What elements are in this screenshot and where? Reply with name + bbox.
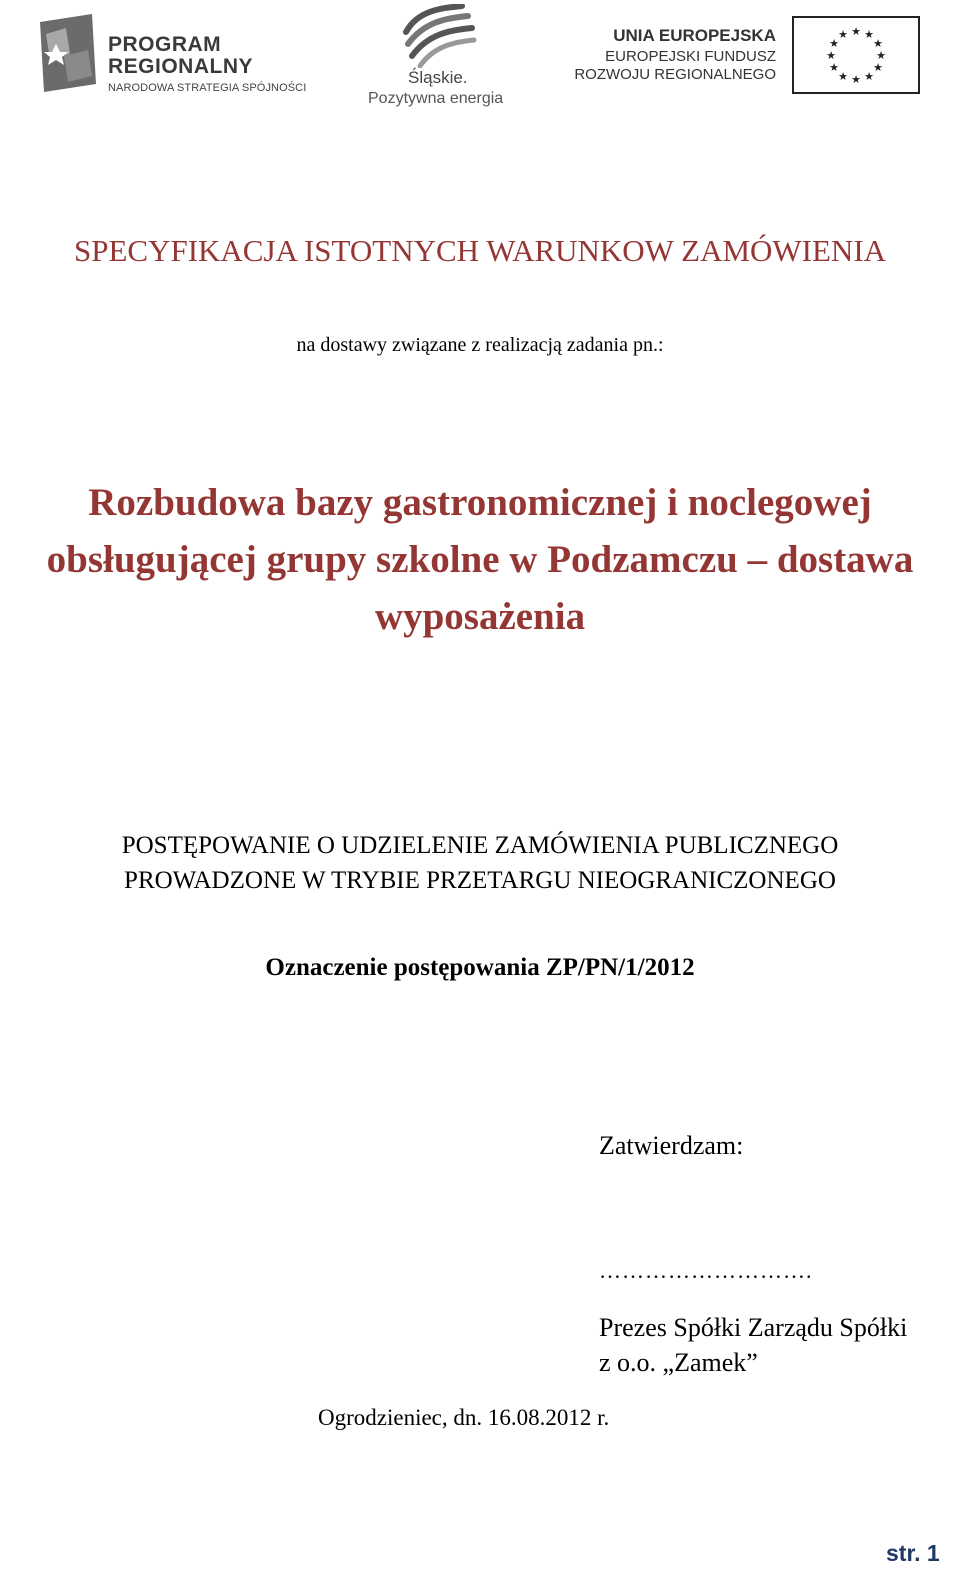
signatory [599, 1310, 954, 1380]
procedure-type [0, 828, 960, 898]
program-regionalny-line2: REGIONALNY [108, 55, 254, 78]
project-title-line: Rozbudowa bazy gastronomicznej i noclegowej [88, 481, 872, 524]
slaskie-tagline: Pozytywna energia [368, 90, 504, 107]
document-title: SPECYFIKACJA ISTOTNYCH WARUNKOW ZAMÓWIENIA [73, 233, 887, 268]
svg-text:★: ★ [851, 73, 861, 86]
ue-line3: ROZWOJU REGIONALNEGO [574, 66, 776, 83]
project-title-line: obsługującej grupy szkolne w Podzamczu – dostawa [46, 538, 914, 581]
signatory-line: Prezes Spółki Zarządu Spółki [599, 1313, 908, 1342]
program-regionalny-line3: NARODOWA STRATEGIA SPÓJNOŚCI [108, 82, 307, 94]
svg-text:★: ★ [864, 70, 874, 83]
program-regionalny-mark-icon [36, 14, 98, 92]
program-regionalny-line1: PROGRAM [108, 33, 222, 56]
document-subtitle: na dostawy związane z realizacją zadania pn.: [296, 334, 664, 356]
page-number: str. 1 [886, 1540, 940, 1566]
project-title [0, 474, 960, 645]
slaskie-wave-icon [398, 4, 478, 68]
procedure-line: PROWADZONE W TRYBIE PRZETARGU NIEOGRANICZONEGO [124, 867, 836, 894]
project-title-line: wyposażenia [374, 595, 586, 638]
procedure-reference: Oznaczenie postępowania ZP/PN/1/2012 [265, 954, 695, 981]
svg-text:★: ★ [838, 70, 848, 83]
approval-label: Zatwierdzam: [599, 1131, 744, 1160]
svg-text:★: ★ [873, 37, 883, 50]
place-date: Ogrodzieniec, dn. 16.08.2012 r. [318, 1405, 610, 1430]
svg-text:★: ★ [838, 28, 848, 41]
svg-text:★: ★ [876, 49, 886, 62]
slaskie-logo [364, 4, 514, 108]
unia-europejska-logo [564, 16, 924, 96]
ue-line1: UNIA EUROPEJSKA [613, 26, 776, 45]
slaskie-name: Śląskie. [408, 68, 468, 87]
signatory-line: z o.o. „Zamek” [599, 1348, 758, 1377]
svg-text:★: ★ [829, 61, 839, 74]
svg-text:★: ★ [873, 61, 883, 74]
svg-text:★: ★ [864, 28, 874, 41]
eu-flag-icon [792, 16, 920, 94]
ue-line2: EUROPEJSKI FUNDUSZ [605, 48, 776, 65]
signature-line: ………………………. [599, 1258, 813, 1283]
procedure-line: POSTĘPOWANIE O UDZIELENIE ZAMÓWIENIA PUBLICZNEGO [121, 832, 839, 859]
svg-text:★: ★ [826, 49, 836, 62]
program-regionalny-logo [36, 14, 316, 94]
svg-text:★: ★ [851, 25, 861, 38]
svg-text:★: ★ [829, 37, 839, 50]
